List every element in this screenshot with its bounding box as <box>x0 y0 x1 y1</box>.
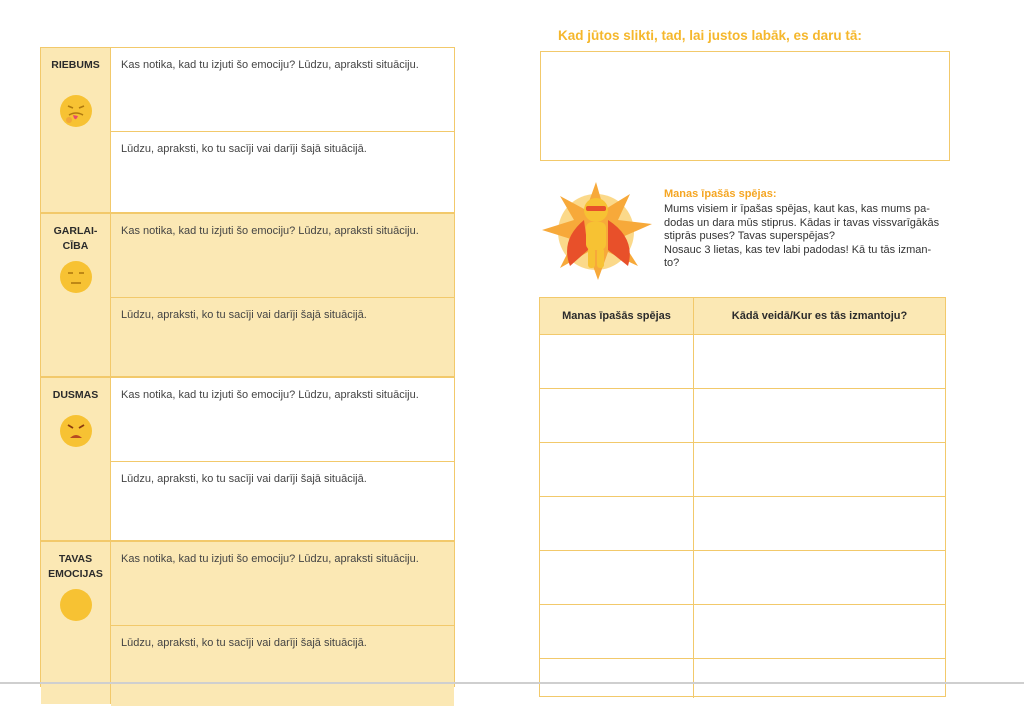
emotion-label-cell <box>41 48 111 212</box>
row-divider <box>540 658 945 659</box>
bored-face-icon <box>59 260 93 294</box>
situation-field[interactable]: Kas notika, kad tu izjuti šo emociju? Lūdzu, apraksti situāciju. <box>111 48 454 132</box>
row-divider <box>540 388 945 389</box>
row-divider <box>540 604 945 605</box>
emotion-label-cell <box>41 542 111 704</box>
situation-field[interactable]: Kas notika, kad tu izjuti šo emociju? Lūdzu, apraksti situāciju. <box>111 214 454 298</box>
powers-description <box>664 203 949 271</box>
emotion-row-boredom <box>41 212 454 376</box>
superhero-icon <box>540 180 658 280</box>
blank-face-icon <box>59 588 93 622</box>
emotion-label-cell <box>41 378 111 540</box>
situation-field[interactable]: Kas notika, kad tu izjuti šo emociju? Lūdzu, apraksti situāciju. <box>111 378 454 462</box>
powers-table-header <box>540 298 945 335</box>
powers-line: dodas un dara mūs stiprus. Kādas ir tavas vissvarīgākās <box>664 216 940 229</box>
powers-line: Nosauc 3 lietas, kas tev labi padodas! Kā tu tās izman- <box>664 243 932 256</box>
feel-better-answer-box[interactable] <box>540 51 950 161</box>
row-divider <box>540 496 945 497</box>
powers-heading: Manas īpašās spējas: <box>664 188 777 200</box>
column-header-usage: Kādā veidā/Kur es tās izmantoju? <box>731 310 908 322</box>
response-field[interactable]: Lūdzu, apraksti, ko tu sacīji vai darīji šajā situācijā. <box>111 132 454 212</box>
response-field[interactable]: Lūdzu, apraksti, ko tu sacīji vai darīji šajā situācijā. <box>111 298 454 378</box>
row-divider <box>540 550 945 551</box>
emotion-row-anger <box>41 376 454 540</box>
powers-table <box>539 297 946 697</box>
emotion-name: GARLAI- CĪBA <box>53 225 98 252</box>
powers-line: Mums visiem ir īpašas spējas, kaut kas, kas mums pa- <box>664 203 930 215</box>
response-field[interactable]: Lūdzu, apraksti, ko tu sacīji vai darīji šajā situācijā. <box>111 462 454 542</box>
disgust-face-icon <box>59 94 93 128</box>
response-field[interactable]: Lūdzu, apraksti, ko tu sacīji vai darīji šajā situācijā. <box>111 626 454 706</box>
situation-field[interactable]: Kas notika, kad tu izjuti šo emociju? Lūdzu, apraksti situāciju. <box>111 542 454 626</box>
emotion-name: RIEBUMS <box>51 59 100 71</box>
emotion-row-disgust <box>41 48 454 212</box>
powers-line: stiprās puses? Tavas superspējas? <box>664 230 836 242</box>
row-divider <box>540 442 945 443</box>
emotion-row-your-emotions <box>41 540 454 704</box>
column-header-powers: Manas īpašās spējas <box>540 298 694 334</box>
emotion-name: TAVAS EMOCIJAS <box>48 553 103 580</box>
emotions-table <box>40 47 455 687</box>
emotion-label-cell <box>41 214 111 376</box>
emotion-name: DUSMAS <box>52 389 99 401</box>
angry-face-icon <box>59 414 93 448</box>
feel-better-title: Kad jūtos slikti, tad, lai justos labāk, es daru tā: <box>558 28 862 43</box>
powers-line: to? <box>664 257 680 269</box>
